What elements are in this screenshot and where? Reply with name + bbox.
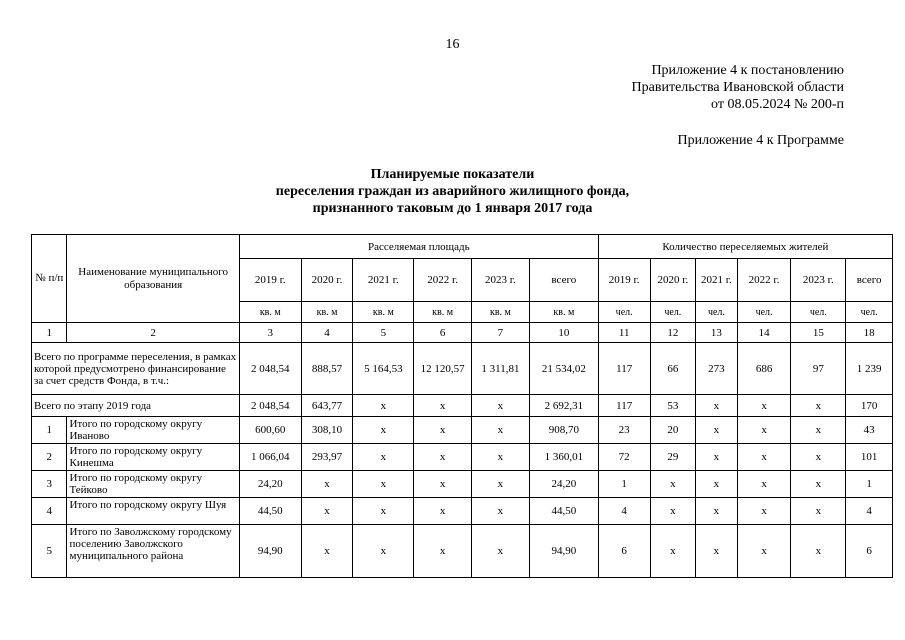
people-cell: 6 — [598, 525, 650, 578]
area-cell: x — [353, 417, 414, 444]
column-number: 11 — [598, 323, 650, 343]
people-year-header: 2022 г. — [737, 259, 791, 302]
area-cell: x — [414, 395, 472, 417]
table-row — [32, 444, 893, 471]
people-cell: 1 — [598, 471, 650, 498]
people-cell: 29 — [650, 444, 696, 471]
area-cell: x — [414, 471, 472, 498]
header-name: Наименование муниципального образования — [67, 235, 239, 323]
people-cell: x — [696, 417, 738, 444]
people-cell: x — [791, 525, 846, 578]
title-line: Планируемые показатели — [370, 167, 535, 182]
people-year-header: 2023 г. — [791, 259, 846, 302]
area-total-header: всего — [529, 259, 598, 302]
area-cell: 1 311,81 — [472, 343, 530, 395]
people-cell: x — [737, 498, 791, 525]
area-total-cell: 908,70 — [529, 417, 598, 444]
area-cell: x — [353, 525, 414, 578]
area-cell: 12 120,57 — [414, 343, 472, 395]
title-line: переселения граждан из аварийного жилищного фонда, — [275, 184, 630, 199]
header-people-group: Количество переселяемых жителей — [598, 235, 892, 259]
area-total-cell: 21 534,02 — [529, 343, 598, 395]
column-number: 2 — [67, 323, 239, 343]
people-unit: чел. — [846, 302, 893, 323]
table-row — [32, 498, 893, 525]
area-total-cell: 44,50 — [529, 498, 598, 525]
people-cell: x — [696, 395, 738, 417]
row-name: Итого по городскому округу Иваново — [67, 417, 239, 444]
people-cell: 23 — [598, 417, 650, 444]
area-year-header: 2023 г. — [472, 259, 530, 302]
column-number: 10 — [529, 323, 598, 343]
table-row — [32, 343, 893, 395]
people-cell: x — [791, 395, 846, 417]
area-cell: 24,20 — [239, 471, 301, 498]
column-number: 18 — [846, 323, 893, 343]
people-cell: x — [791, 444, 846, 471]
row-number: 3 — [32, 471, 67, 498]
area-unit: кв. м — [353, 302, 414, 323]
people-cell: x — [650, 498, 696, 525]
people-cell: 72 — [598, 444, 650, 471]
people-total-cell: 6 — [846, 525, 893, 578]
people-cell: x — [650, 471, 696, 498]
people-cell: x — [737, 471, 791, 498]
area-cell: x — [414, 417, 472, 444]
column-number: 6 — [414, 323, 472, 343]
area-cell: x — [472, 498, 530, 525]
people-year-header: 2019 г. — [598, 259, 650, 302]
people-cell: x — [696, 444, 738, 471]
area-cell: 2 048,54 — [239, 395, 301, 417]
header-num: № п/п — [32, 235, 67, 323]
table-row — [32, 525, 893, 578]
people-cell: 20 — [650, 417, 696, 444]
people-year-header: 2021 г. — [696, 259, 738, 302]
area-cell: x — [301, 498, 353, 525]
area-cell: 600,60 — [239, 417, 301, 444]
header-area-group: Расселяемая площадь — [239, 235, 598, 259]
row-name: Всего по программе переселения, в рамках которой предусмотрено финансирование за счет средств Фонда, в т.ч.: — [32, 343, 240, 395]
appendix-line: Правительства Ивановской области — [631, 80, 844, 95]
people-cell: x — [650, 525, 696, 578]
area-cell: 293,97 — [301, 444, 353, 471]
people-cell: x — [791, 498, 846, 525]
area-total-cell: 24,20 — [529, 471, 598, 498]
people-cell: 117 — [598, 395, 650, 417]
area-cell: x — [414, 525, 472, 578]
people-total-header: всего — [846, 259, 893, 302]
decree-appendix-note — [632, 62, 844, 113]
area-total-cell: 2 692,31 — [529, 395, 598, 417]
people-cell: 686 — [737, 343, 791, 395]
column-number: 15 — [791, 323, 846, 343]
people-total-cell: 1 — [846, 471, 893, 498]
column-number: 4 — [301, 323, 353, 343]
row-name: Итого по Заволжскому городскому поселению Заволжского муниципального района — [67, 525, 239, 578]
area-year-header: 2022 г. — [414, 259, 472, 302]
area-cell: 308,10 — [301, 417, 353, 444]
row-name: Итого по городскому округу Шуя — [67, 498, 239, 525]
people-unit: чел. — [650, 302, 696, 323]
column-number: 7 — [472, 323, 530, 343]
people-cell: x — [791, 417, 846, 444]
table-row — [32, 417, 893, 444]
people-cell: x — [737, 444, 791, 471]
area-cell: x — [353, 471, 414, 498]
area-cell: x — [472, 444, 530, 471]
people-cell: x — [737, 417, 791, 444]
area-unit: кв. м — [529, 302, 598, 323]
people-cell: x — [737, 395, 791, 417]
row-number: 5 — [32, 525, 67, 578]
people-cell: 4 — [598, 498, 650, 525]
row-name: Итого по городскому округу Кинешма — [67, 444, 239, 471]
program-appendix-note: Приложение 4 к Программе — [677, 133, 844, 148]
row-name: Всего по этапу 2019 года — [32, 395, 240, 417]
resettlement-table — [31, 234, 893, 578]
column-number: 14 — [737, 323, 791, 343]
area-cell: x — [472, 471, 530, 498]
area-year-header: 2020 г. — [301, 259, 353, 302]
people-unit: чел. — [598, 302, 650, 323]
area-cell: 888,57 — [301, 343, 353, 395]
column-number: 13 — [696, 323, 738, 343]
column-number: 3 — [239, 323, 301, 343]
area-cell: 94,90 — [239, 525, 301, 578]
people-cell: x — [737, 525, 791, 578]
column-number: 5 — [353, 323, 414, 343]
people-cell: x — [696, 498, 738, 525]
people-cell: x — [696, 471, 738, 498]
people-total-cell: 4 — [846, 498, 893, 525]
appendix-line: от 08.05.2024 № 200-п — [711, 97, 844, 112]
row-name: Итого по городскому округу Тейково — [67, 471, 239, 498]
people-cell: x — [696, 525, 738, 578]
area-total-cell: 94,90 — [529, 525, 598, 578]
area-year-header: 2019 г. — [239, 259, 301, 302]
appendix-line: Приложение 4 к постановлению — [651, 63, 844, 78]
people-total-cell: 170 — [846, 395, 893, 417]
area-cell: x — [472, 525, 530, 578]
people-cell: 117 — [598, 343, 650, 395]
column-number: 1 — [32, 323, 67, 343]
document-title — [0, 166, 905, 217]
area-year-header: 2021 г. — [353, 259, 414, 302]
row-number: 2 — [32, 444, 67, 471]
area-cell: x — [414, 498, 472, 525]
people-cell: 273 — [696, 343, 738, 395]
people-cell: 97 — [791, 343, 846, 395]
area-cell: x — [353, 395, 414, 417]
people-total-cell: 1 239 — [846, 343, 893, 395]
area-unit: кв. м — [239, 302, 301, 323]
area-cell: 2 048,54 — [239, 343, 301, 395]
table-row — [32, 395, 893, 417]
title-line: признанного таковым до 1 января 2017 года — [312, 201, 593, 216]
row-number: 4 — [32, 498, 67, 525]
area-cell: x — [301, 471, 353, 498]
people-cell: x — [791, 471, 846, 498]
area-unit: кв. м — [301, 302, 353, 323]
people-total-cell: 43 — [846, 417, 893, 444]
area-total-cell: 1 360,01 — [529, 444, 598, 471]
people-unit: чел. — [737, 302, 791, 323]
area-cell: 643,77 — [301, 395, 353, 417]
area-cell: x — [353, 444, 414, 471]
people-unit: чел. — [696, 302, 738, 323]
column-number: 12 — [650, 323, 696, 343]
page-number: 16 — [445, 37, 460, 52]
area-cell: x — [472, 395, 530, 417]
area-unit: кв. м — [472, 302, 530, 323]
area-cell: 5 164,53 — [353, 343, 414, 395]
area-cell: x — [301, 525, 353, 578]
area-cell: x — [414, 444, 472, 471]
area-cell: x — [353, 498, 414, 525]
area-cell: x — [472, 417, 530, 444]
people-total-cell: 101 — [846, 444, 893, 471]
people-cell: 53 — [650, 395, 696, 417]
people-year-header: 2020 г. — [650, 259, 696, 302]
area-unit: кв. м — [414, 302, 472, 323]
people-unit: чел. — [791, 302, 846, 323]
area-cell: 1 066,04 — [239, 444, 301, 471]
people-cell: 66 — [650, 343, 696, 395]
area-cell: 44,50 — [239, 498, 301, 525]
row-number: 1 — [32, 417, 67, 444]
table-row — [32, 471, 893, 498]
